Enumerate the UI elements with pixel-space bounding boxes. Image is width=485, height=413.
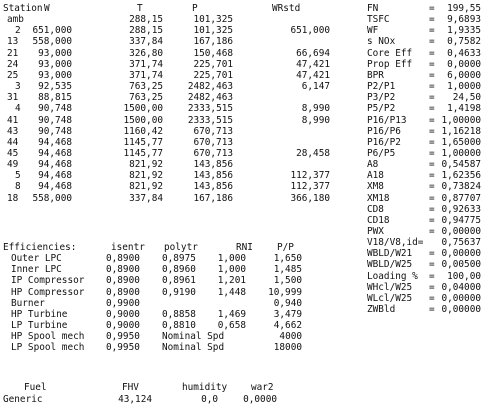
summary-equals: = — [429, 214, 435, 226]
station-value: 112,377 — [290, 170, 330, 182]
summary-value: 1,4198 — [447, 103, 481, 115]
station-value: 225,701 — [193, 58, 233, 70]
fuel-value: Generic — [3, 394, 43, 405]
pressure-ratio: 3,479 — [273, 308, 302, 320]
pressure-ratio: 1,485 — [273, 264, 302, 276]
component-name: Outer LPC — [11, 253, 62, 265]
efficiency-header: isentr — [111, 242, 145, 253]
summary-value: 0,73824 — [441, 181, 481, 193]
summary-equals: = — [429, 304, 435, 316]
summary-label: WBLD/W21 — [367, 248, 413, 260]
station-value: 371,74 — [129, 58, 163, 70]
station-value: 1145,77 — [123, 136, 163, 148]
summary-label: P3/P2 — [367, 92, 396, 104]
fuel-value: 0,0000 — [243, 394, 277, 405]
summary-equals: = — [429, 292, 435, 304]
station-value: 47,421 — [296, 58, 330, 70]
summary-equals: = — [429, 58, 435, 70]
summary-value: 6,0000 — [447, 69, 481, 81]
component-name: Burner — [11, 297, 45, 309]
summary-equals: = — [429, 147, 435, 159]
station-value: 94,468 — [38, 159, 72, 171]
station-id: 3 — [15, 81, 21, 93]
rni-value: 1,469 — [217, 308, 246, 320]
station-value: 558,000 — [32, 36, 72, 48]
isentropic-eff: 0,8900 — [106, 275, 140, 287]
station-value: 94,468 — [38, 181, 72, 193]
summary-label: s NOx — [367, 36, 396, 48]
station-id: 43 — [7, 125, 19, 137]
summary-value: 0,87707 — [441, 192, 481, 204]
component-name: Inner LPC — [11, 264, 62, 276]
summary-equals: = — [429, 203, 435, 215]
summary-equals: = — [429, 47, 435, 59]
summary-equals: = — [429, 226, 435, 237]
station-value: 143,856 — [193, 181, 233, 193]
polytropic-eff: Nominal Spd — [162, 331, 225, 343]
rni-value: 1,000 — [217, 253, 246, 265]
summary-equals: = — [429, 36, 435, 48]
polytropic-eff: 0,8960 — [162, 264, 196, 276]
isentropic-eff: 0,9950 — [106, 342, 140, 354]
station-id: 24 — [7, 58, 19, 70]
station-value: 2333,515 — [187, 103, 233, 115]
isentropic-eff: 0,8900 — [106, 286, 140, 298]
summary-label: CD18 — [367, 214, 390, 226]
station-value: 93,000 — [38, 58, 72, 70]
station-value: 90,748 — [38, 103, 72, 115]
station-value: 337,84 — [129, 36, 163, 48]
summary-value: 100,00 — [447, 270, 481, 282]
station-value: 90,748 — [38, 125, 72, 137]
station-value: 93,000 — [38, 69, 72, 81]
component-name: HP Compressor — [11, 286, 85, 298]
summary-value: 0,00500 — [441, 259, 481, 271]
station-id: 49 — [7, 159, 19, 171]
summary-label: CD8 — [367, 203, 384, 215]
station-id: 41 — [7, 114, 19, 126]
efficiency-header: P/P — [277, 242, 294, 253]
station-value: 288,15 — [129, 14, 163, 26]
station-value: 101,325 — [193, 25, 233, 37]
summary-label: BPR — [367, 69, 384, 81]
efficiency-header: RNI — [236, 242, 253, 253]
station-value: 670,713 — [193, 125, 233, 137]
station-value: 670,713 — [193, 136, 233, 148]
station-id: 5 — [15, 170, 21, 182]
summary-label: WHcl/W25 — [367, 281, 413, 293]
summary-value: 1,65000 — [441, 136, 481, 148]
summary-equals: = — [429, 114, 435, 126]
polytropic-eff: 0,8975 — [162, 253, 196, 265]
summary-label: FN — [367, 3, 379, 14]
summary-label: Loading % — [367, 270, 418, 282]
station-id: amb — [7, 14, 24, 26]
summary-value: 9,6893 — [447, 14, 481, 26]
station-value: 66,694 — [296, 47, 330, 59]
station-value: 1500,00 — [123, 114, 163, 126]
summary-value: 0,00000 — [441, 226, 481, 237]
polytropic-eff: 0,9190 — [162, 286, 196, 298]
isentropic-eff: 0,8900 — [106, 253, 140, 265]
station-value: 8,990 — [301, 103, 330, 115]
station-value: 763,25 — [129, 81, 163, 93]
summary-value: 1,16218 — [441, 125, 481, 137]
station-value: 167,186 — [193, 192, 233, 204]
station-id: 4 — [15, 103, 21, 115]
station-value: 150,468 — [193, 47, 233, 59]
station-value: 1145,77 — [123, 147, 163, 159]
efficiency-header: Efficiencies: — [3, 242, 77, 253]
station-value: 651,000 — [32, 25, 72, 37]
summary-value: 0,94775 — [441, 214, 481, 226]
station-header: T — [137, 3, 143, 14]
station-value: 371,74 — [129, 69, 163, 81]
station-id: 18 — [7, 192, 19, 204]
summary-equals: = — [429, 181, 435, 193]
summary-value: 0,92633 — [441, 203, 481, 215]
pressure-ratio: 4,662 — [273, 320, 302, 332]
summary-label: Prop Eff — [367, 58, 413, 70]
summary-label: WLcl/W25 — [367, 292, 413, 304]
summary-value: 1,00000 — [441, 114, 481, 126]
station-id: 45 — [7, 147, 19, 159]
summary-value: 0,4633 — [447, 47, 481, 59]
summary-value: 0,75637 — [441, 237, 481, 249]
pressure-ratio: 0,940 — [273, 297, 302, 309]
summary-value: 0,00000 — [441, 304, 481, 316]
summary-label: PWX — [367, 226, 384, 237]
station-value: 337,84 — [129, 192, 163, 204]
component-name: HP Spool mech — [11, 331, 85, 343]
summary-equals: = — [429, 159, 435, 171]
summary-value: 0,0000 — [447, 58, 481, 70]
station-value: 1160,42 — [123, 125, 163, 137]
efficiency-header: polytr — [164, 242, 198, 253]
summary-equals: = — [429, 192, 435, 204]
station-value: 90,748 — [38, 114, 72, 126]
summary-equals: = — [429, 103, 435, 115]
rni-value: 0,658 — [217, 320, 246, 332]
station-value: 88,815 — [38, 92, 72, 104]
station-value: 47,421 — [296, 69, 330, 81]
station-value: 92,535 — [38, 81, 72, 93]
station-value: 366,180 — [290, 192, 330, 204]
station-id: 21 — [7, 47, 19, 59]
isentropic-eff: 0,9950 — [106, 331, 140, 343]
summary-value: 0,00000 — [441, 248, 481, 260]
station-id: 2 — [15, 25, 21, 37]
pressure-ratio: 4000 — [279, 331, 302, 343]
summary-label: TSFC — [367, 14, 390, 26]
polytropic-eff: 0,8810 — [162, 320, 196, 332]
station-id: 25 — [7, 69, 19, 81]
isentropic-eff: 0,8900 — [106, 264, 140, 276]
summary-label: XM18 — [367, 192, 390, 204]
summary-equals: = — [429, 3, 435, 14]
station-value: 143,856 — [193, 170, 233, 182]
rni-value: 1,000 — [217, 264, 246, 276]
isentropic-eff: 0,9900 — [106, 297, 140, 309]
summary-equals: = — [429, 14, 435, 26]
pressure-ratio: 1,650 — [273, 253, 302, 265]
station-value: 2333,515 — [187, 114, 233, 126]
summary-equals: = — [429, 270, 435, 282]
station-value: 94,468 — [38, 147, 72, 159]
station-value: 558,000 — [32, 192, 72, 204]
polytropic-eff: Nominal Spd — [162, 342, 225, 354]
station-value: 763,25 — [129, 92, 163, 104]
pressure-ratio: 10,999 — [268, 286, 302, 298]
summary-label: P16/P6 — [367, 125, 401, 137]
station-value: 821,92 — [129, 181, 163, 193]
summary-value: 0,04000 — [441, 281, 481, 293]
station-header: P — [192, 3, 198, 14]
station-value: 8,990 — [301, 114, 330, 126]
summary-equals: = — [429, 69, 435, 81]
fuel-header: war2 — [251, 382, 274, 393]
summary-equals: = — [429, 81, 435, 93]
fuel-value: 0,0 — [201, 394, 218, 405]
summary-value: 1,62356 — [441, 170, 481, 182]
summary-equals: = — [429, 259, 435, 271]
summary-label: P2/P1 — [367, 81, 396, 93]
station-value: 143,856 — [193, 159, 233, 171]
isentropic-eff: 0,9000 — [106, 320, 140, 332]
station-value: 821,92 — [129, 159, 163, 171]
polytropic-eff: 0,8858 — [162, 308, 196, 320]
summary-equals: = — [429, 170, 435, 182]
station-id: 13 — [7, 36, 19, 48]
summary-value: 1,00000 — [441, 147, 481, 159]
station-value: 28,458 — [296, 147, 330, 159]
station-value: 821,92 — [129, 170, 163, 182]
station-value: 326,80 — [129, 47, 163, 59]
summary-value: 0,54587 — [441, 159, 481, 171]
station-value: 670,713 — [193, 147, 233, 159]
summary-value: 1,9335 — [447, 25, 481, 37]
component-name: LP Turbine — [11, 320, 68, 332]
station-value: 1500,00 — [123, 103, 163, 115]
station-value: 2482,463 — [187, 92, 233, 104]
pressure-ratio: 18000 — [273, 342, 302, 354]
station-header: Station — [3, 3, 43, 14]
summary-equals: = — [429, 92, 435, 104]
isentropic-eff: 0,9000 — [106, 308, 140, 320]
summary-value: 199,55 — [447, 3, 481, 14]
fuel-value: 43,124 — [118, 394, 152, 405]
station-id: 31 — [7, 92, 19, 104]
rni-value: 1,201 — [217, 275, 246, 287]
station-value: 651,000 — [290, 25, 330, 37]
summary-label: WBLD/W25 — [367, 259, 413, 271]
summary-value: 1,0000 — [447, 81, 481, 93]
station-value: 6,147 — [301, 81, 330, 93]
rni-value: 1,448 — [217, 286, 246, 298]
component-name: HP Turbine — [11, 308, 68, 320]
summary-label: P16/P13 — [367, 114, 407, 126]
pressure-ratio: 1,500 — [273, 275, 302, 287]
summary-label: Core Eff — [367, 47, 413, 59]
summary-label: V18/V8,id= — [367, 237, 424, 249]
summary-equals: = — [429, 136, 435, 148]
summary-equals: = — [429, 25, 435, 37]
summary-value: 24,50 — [452, 92, 481, 104]
summary-label: ZWBld — [367, 304, 396, 316]
station-header: W — [44, 3, 50, 14]
component-name: LP Spool mech — [11, 342, 85, 354]
summary-label: P16/P2 — [367, 136, 401, 148]
station-value: 2482,463 — [187, 81, 233, 93]
summary-value: 0,00000 — [441, 292, 481, 304]
station-value: 167,186 — [193, 36, 233, 48]
station-value: 288,15 — [129, 25, 163, 37]
component-name: IP Compressor — [11, 275, 85, 287]
station-value: 112,377 — [290, 181, 330, 193]
station-header: WRstd — [272, 3, 301, 14]
summary-equals: = — [429, 125, 435, 137]
summary-label: WF — [367, 25, 379, 37]
station-value: 94,468 — [38, 136, 72, 148]
summary-equals: = — [429, 248, 435, 260]
fuel-header: Fuel — [24, 382, 47, 393]
summary-label: P5/P2 — [367, 103, 396, 115]
summary-label: A8 — [367, 159, 379, 171]
summary-label: A18 — [367, 170, 384, 182]
summary-equals: = — [429, 281, 435, 293]
summary-label: P6/P5 — [367, 147, 396, 159]
station-value: 101,325 — [193, 14, 233, 26]
station-id: 8 — [15, 181, 21, 193]
fuel-header: humidity — [182, 382, 228, 393]
summary-value: 0,7582 — [447, 36, 481, 48]
station-value: 93,000 — [38, 47, 72, 59]
fuel-header: FHV — [122, 382, 139, 393]
polytropic-eff: 0,8961 — [162, 275, 196, 287]
station-value: 225,701 — [193, 69, 233, 81]
summary-label: XM8 — [367, 181, 384, 193]
station-id: 44 — [7, 136, 19, 148]
station-value: 94,468 — [38, 170, 72, 182]
